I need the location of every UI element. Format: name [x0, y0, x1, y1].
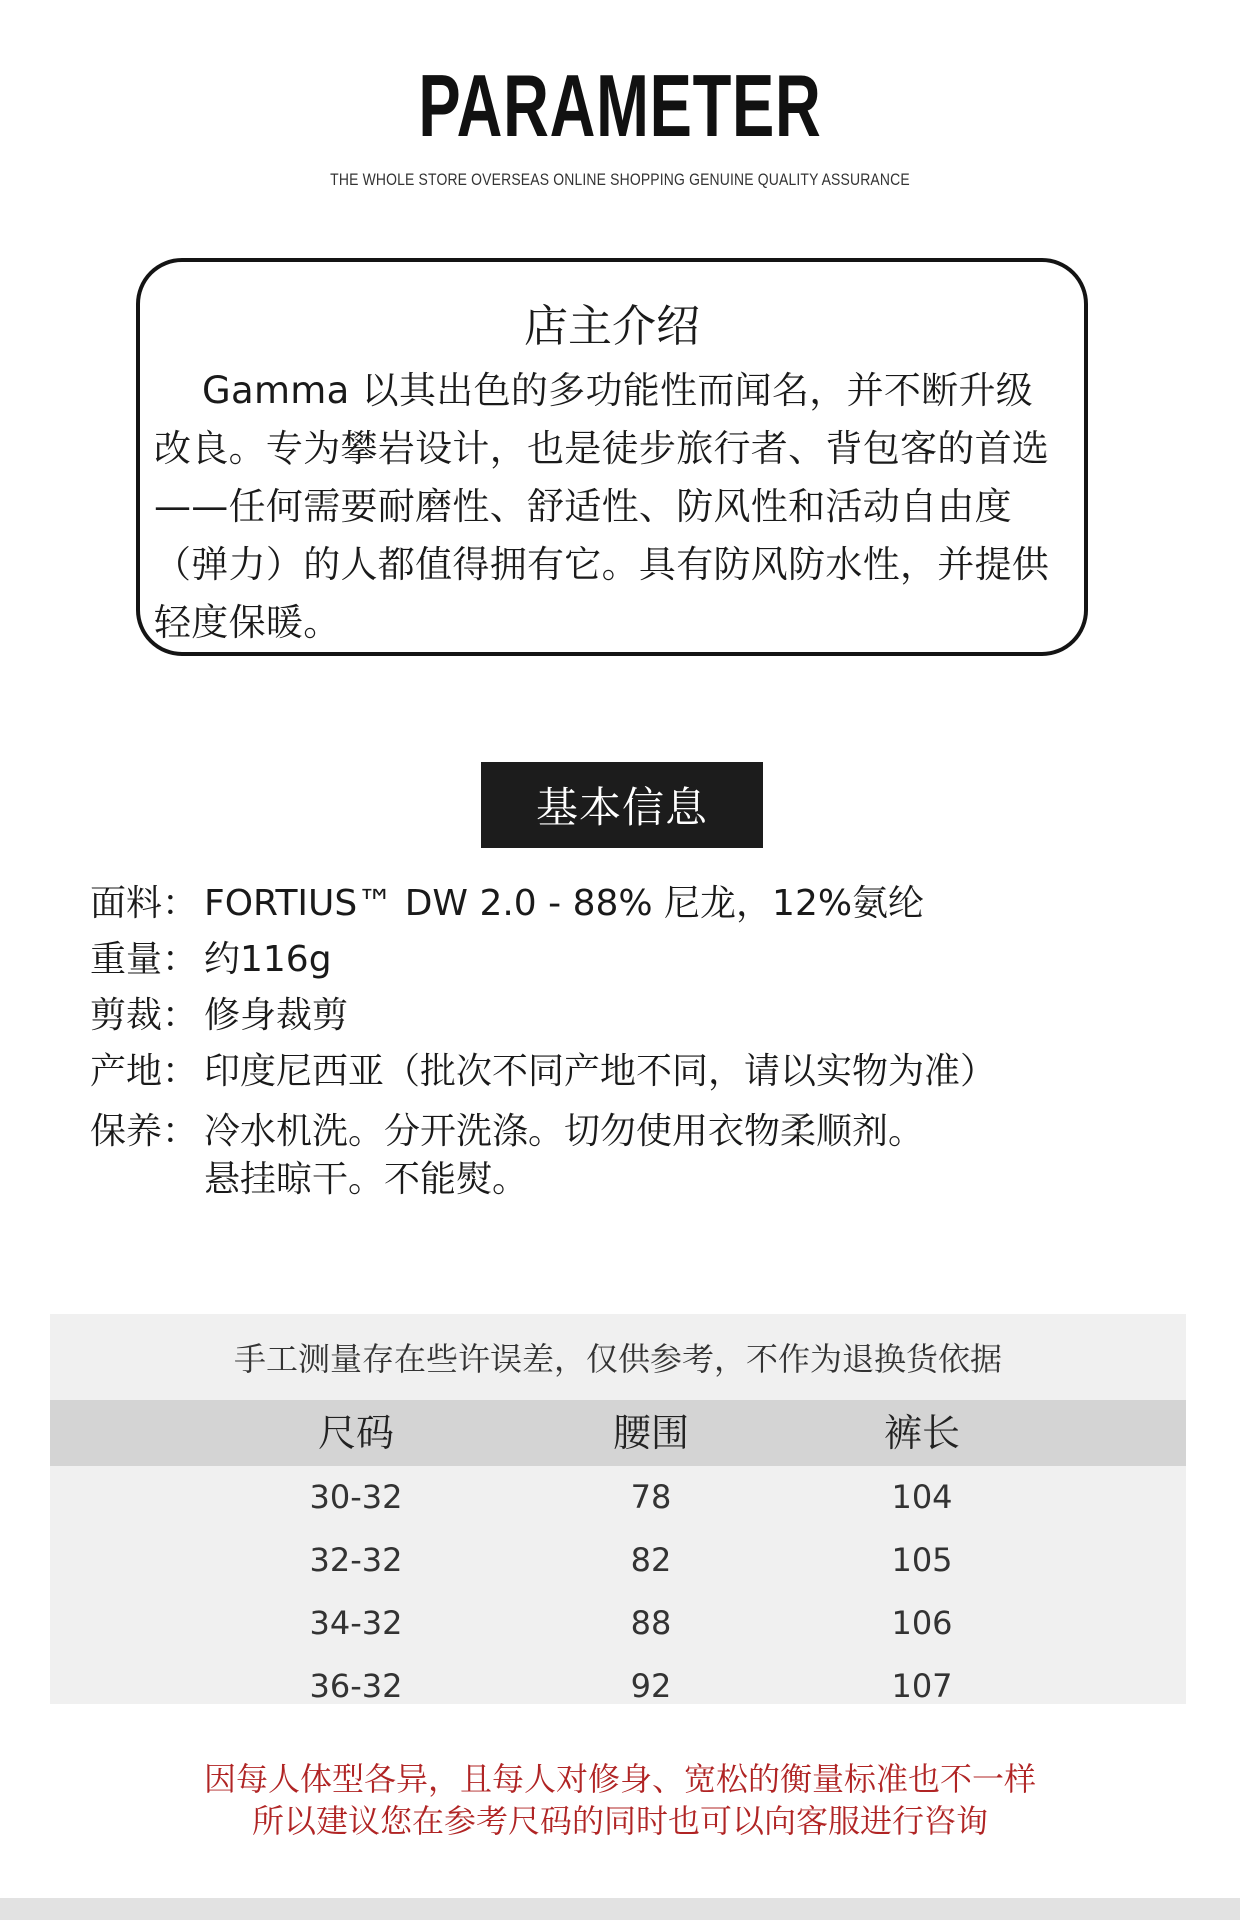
cell-size: 30-32	[309, 1478, 403, 1516]
spec-weight-value: 约116g	[204, 939, 332, 980]
header-waist: 腰围	[612, 1411, 690, 1455]
cell-size: 34-32	[309, 1604, 403, 1642]
intro-box	[136, 258, 1088, 656]
spec-fabric-label: 面料：	[90, 883, 199, 924]
table-row	[50, 1655, 1186, 1718]
cell-length: 105	[891, 1541, 953, 1579]
spec-weight-label: 重量：	[90, 939, 199, 980]
spec-care-value	[204, 1108, 1170, 1204]
intro-title: 店主介绍	[524, 301, 700, 352]
header-length: 裤长	[883, 1411, 961, 1455]
page-title: PARAMETER	[418, 56, 822, 155]
table-row	[50, 1592, 1186, 1655]
spec-fit	[90, 992, 1170, 1040]
page-header	[0, 56, 1240, 190]
cell-size: 36-32	[309, 1667, 403, 1705]
spec-care-line-2: 悬挂晾干。不能熨。	[204, 1159, 529, 1200]
spec-list	[90, 880, 1170, 1212]
spec-origin-label: 产地：	[90, 1051, 199, 1092]
spec-weight	[90, 936, 1170, 984]
cell-waist: 92	[630, 1667, 672, 1705]
spec-care	[90, 1108, 1170, 1204]
size-table	[50, 1314, 1186, 1704]
table-row	[50, 1466, 1186, 1529]
spec-care-line-1: 冷水机洗。分开洗涤。切勿使用衣物柔顺剂。	[204, 1111, 925, 1152]
table-header	[50, 1400, 1186, 1466]
table-row	[50, 1529, 1186, 1592]
cell-length: 106	[891, 1604, 953, 1642]
spec-origin	[90, 1048, 1170, 1096]
cell-length: 104	[891, 1478, 953, 1516]
cell-length: 107	[891, 1667, 953, 1705]
size-advice-line-2: 所以建议您在参考尺码的同时也可以向客服进行咨询	[251, 1802, 988, 1840]
page-subtitle: THE WHOLE STORE OVERSEAS ONLINE SHOPPING GENUINE QUALITY ASSURANCE	[330, 170, 910, 189]
bottom-strip	[0, 1898, 1240, 1920]
cell-size: 32-32	[309, 1541, 403, 1579]
spec-fit-label: 剪裁：	[90, 995, 199, 1036]
intro-text: Gamma 以其出色的多功能性而闻名，并不断升级改良。专为攀岩设计，也是徒步旅行者、背包客的首选——任何需要耐磨性、舒适性、防风性和活动自由度（弹力）的人都值得拥有它。具有防风防水性，并提供轻度保暖。	[154, 369, 1050, 644]
table-note: 手工测量存在些许误差，仅供参考，不作为退换货依据	[233, 1340, 1002, 1378]
header-size: 尺码	[317, 1411, 395, 1455]
cell-waist: 88	[630, 1604, 672, 1642]
spec-care-label: 保养：	[90, 1111, 199, 1152]
size-advice-line-1: 因每人体型各异，且每人对修身、宽松的衡量标准也不一样	[203, 1760, 1036, 1798]
cell-waist: 78	[630, 1478, 672, 1516]
spec-fabric	[90, 880, 1170, 928]
table-body	[50, 1466, 1186, 1718]
spec-fabric-value: FORTIUS™ DW 2.0 - 88% 尼龙，12%氨纶	[204, 883, 925, 924]
size-advice-note	[0, 1758, 1240, 1842]
basic-info-banner: 基本信息	[481, 762, 763, 848]
spec-origin-value: 印度尼西亚（批次不同产地不同，请以实物为准）	[204, 1051, 997, 1092]
cell-waist: 82	[630, 1541, 672, 1579]
spec-fit-value: 修身裁剪	[204, 995, 349, 1036]
